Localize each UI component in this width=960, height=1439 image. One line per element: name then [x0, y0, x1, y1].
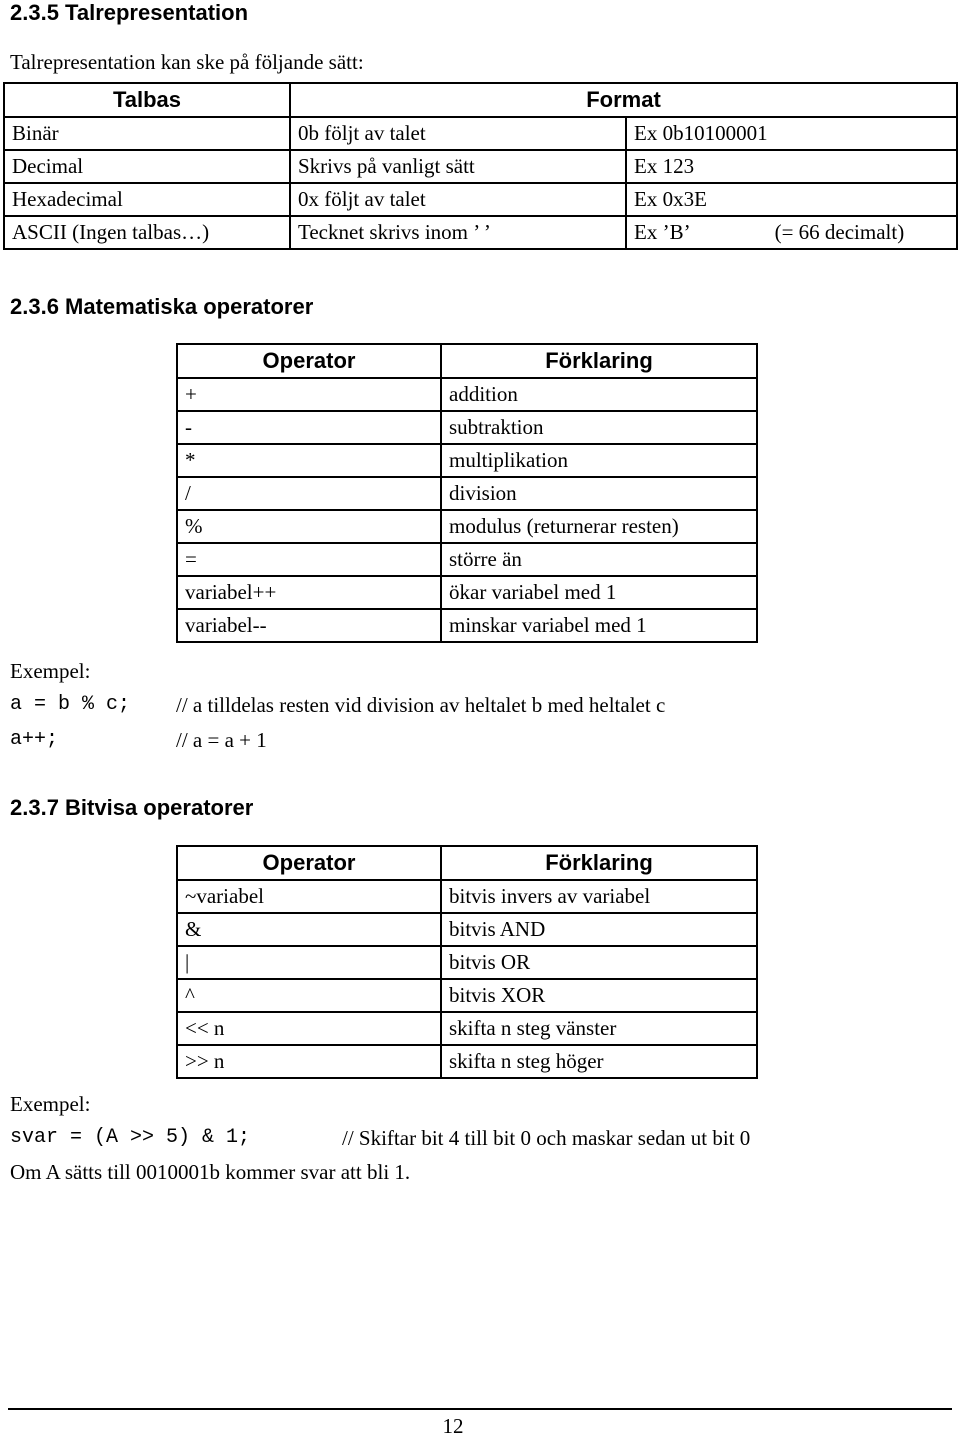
footer-divider — [8, 1408, 952, 1410]
cell-operator: ^ — [177, 979, 441, 1012]
example-comment: // Skiftar bit 4 till bit 0 och maskar sedan ut bit 0 — [342, 1126, 751, 1150]
cell-example — [626, 117, 957, 150]
cell-description: subtraktion — [441, 411, 757, 444]
cell-base: Hexadecimal — [4, 183, 290, 216]
example-code: a = b % c; — [10, 693, 131, 716]
cell-desc: 0b följt av talet — [290, 117, 626, 150]
cell-operator: ~variabel — [177, 880, 441, 913]
cell-description: bitvis OR — [441, 946, 757, 979]
cell-description: addition — [441, 378, 757, 411]
section-heading-talrepresentation: 2.3.5 Talrepresentation — [10, 0, 249, 25]
cell-operator: + — [177, 378, 441, 411]
example-value: Ex 123 — [634, 154, 695, 178]
header-forklaring: Förklaring — [441, 344, 757, 378]
cell-operator: = — [177, 543, 441, 576]
cell-operator: & — [177, 913, 441, 946]
math-operator-table — [176, 343, 758, 643]
example-value: Ex 0b10100001 — [634, 121, 768, 145]
section-heading-matematiska: 2.3.6 Matematiska operatorer — [10, 294, 314, 319]
cell-description: modulus (returnerar resten) — [441, 510, 757, 543]
cell-description: bitvis invers av variabel — [441, 880, 757, 913]
cell-base: Decimal — [4, 150, 290, 183]
example-label: Exempel: — [10, 659, 91, 683]
example-comment: // a = a + 1 — [176, 728, 267, 752]
section-heading-bitvisa: 2.3.7 Bitvisa operatorer — [10, 795, 254, 820]
cell-description: ökar variabel med 1 — [441, 576, 757, 609]
example-code: svar = (A >> 5) & 1; — [10, 1126, 251, 1149]
cell-operator: << n — [177, 1012, 441, 1045]
cell-example — [626, 183, 957, 216]
page-number: 12 — [442, 1414, 464, 1438]
cell-operator: >> n — [177, 1045, 441, 1078]
header-operator: Operator — [177, 846, 441, 880]
cell-example — [626, 216, 957, 249]
cell-description: skifta n steg vänster — [441, 1012, 757, 1045]
cell-operator: variabel-- — [177, 609, 441, 642]
header-operator: Operator — [177, 344, 441, 378]
cell-example — [626, 150, 957, 183]
cell-desc: Skrivs på vanligt sätt — [290, 150, 626, 183]
cell-operator: - — [177, 411, 441, 444]
bitwise-operator-table — [176, 845, 758, 1079]
cell-desc: 0x följt av talet — [290, 183, 626, 216]
cell-operator: % — [177, 510, 441, 543]
cell-operator: variabel++ — [177, 576, 441, 609]
cell-operator: * — [177, 444, 441, 477]
cell-base: Binär — [4, 117, 290, 150]
example-value: Ex ’B’ — [634, 220, 691, 244]
cell-description: skifta n steg höger — [441, 1045, 757, 1078]
cell-base: ASCII (Ingen talbas…) — [4, 216, 290, 249]
cell-description: bitvis AND — [441, 913, 757, 946]
talbas-table — [3, 82, 958, 250]
cell-description: större än — [441, 543, 757, 576]
example-value: Ex 0x3E — [634, 187, 707, 211]
example-code: a++; — [10, 728, 59, 751]
cell-description: division — [441, 477, 757, 510]
cell-description: minskar variabel med 1 — [441, 609, 757, 642]
cell-description: multiplikation — [441, 444, 757, 477]
cell-operator: / — [177, 477, 441, 510]
header-talbas: Talbas — [4, 83, 290, 117]
example-label: Exempel: — [10, 1092, 91, 1116]
header-format: Format — [290, 83, 957, 117]
intro-text: Talrepresentation kan ske på följande sätt: — [10, 50, 364, 74]
example-note: (= 66 decimalt) — [774, 220, 905, 244]
cell-description: bitvis XOR — [441, 979, 757, 1012]
cell-desc: Tecknet skrivs inom ’ ’ — [290, 216, 626, 249]
example-comment: // a tilldelas resten vid division av heltalet b med heltalet c — [176, 693, 666, 717]
result-text: Om A sätts till 0010001b kommer svar att bli 1. — [10, 1160, 411, 1184]
cell-operator: | — [177, 946, 441, 979]
header-forklaring: Förklaring — [441, 846, 757, 880]
